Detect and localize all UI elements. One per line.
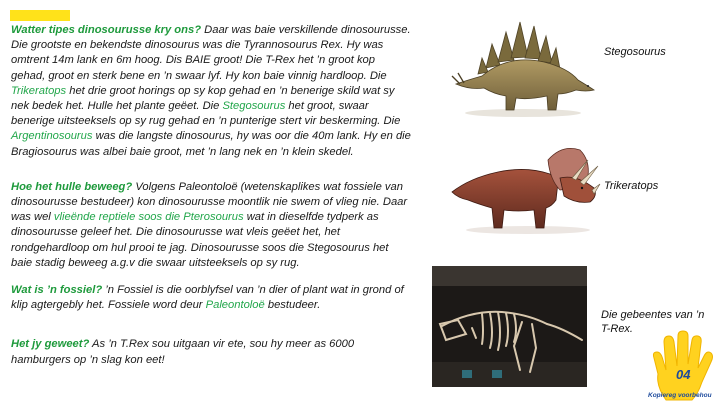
section-fossil [11,283,411,313]
text-run: het drie groot horings op sy kop gehad en ’n benerige skild wat sy nek bedek het. Hulle het plante geëet. Die [11,84,395,113]
copyright-text: Kopiereg voorbehou [648,392,712,399]
triceratops-caption: Trikeratops [604,180,659,192]
highlight-term: Argentinosourus [11,130,93,143]
stegosaurus-illustration [448,10,598,120]
trex-skeleton-photo [432,266,587,387]
triceratops-illustration [448,130,603,235]
section-did-you-know [11,337,411,367]
section-heading: Hoe het hulle beweeg? [11,180,133,193]
text-run: het groot, swaar benerige uitsteeksels op sy rug gehad en ’n punterige stert vir beskerming. Die [11,100,401,128]
stegosaurus-caption: Stegosourus [604,46,666,58]
text-run: Daar was baie verskillende dinosourusse. Die grootste en bekendste dinosourus was die Tyrannosourus Rex. Hy was omtrent 14m lank en 6m hoog. Dis BAIE groot! Die T-Rex het ’n groot kop gehad, groot en sterk bene en ’n swaar lyf. Hy kon baie vinnig hardloop. Die [11,24,411,82]
highlight-term: Stegosourus [222,100,286,113]
text-run: bestudeer. [264,299,321,312]
text-run: wat in dieselfde tydperk as dinosourusse geleef het. Die dinosourusse wat vleis geëet het, het rondgehardloop om hul prooi te jag. Dinosourusse soos die Stegosourus het baie stadig beweeg a.g.v die swaar uitsteeksels op sy rug. [11,211,389,269]
section-movement [11,180,411,271]
page-number: 04 [676,367,691,382]
accent-bar [10,10,70,21]
section-heading: Wat is ’n fossiel? [11,284,103,297]
article-text [11,23,411,368]
text-run: ’n Fossiel is die oorblyfsel van ’n dier of plant wat in grond of klip agtergebly het. Fossiele word deur [11,284,404,312]
trex-caption: Die gebeentes van ’n T-Rex. [601,309,705,335]
section-heading: Watter tipes dinosourusse kry ons? [11,24,202,36]
highlight-term: vlieënde reptiele soos die Pterosourus [53,211,244,224]
text-run: was die langste dinosourus, hy was oor die 40m lank. Hy en die Bragiosourus was albei baie groot, met ’n lang nek en ’n klein skedel. [11,130,411,158]
text-run: Volgens Paleontoloë (wetenskaplikes wat fossiele van dinosourusse bestudeer) kon dinosourusse moontlik nie swem of vlieg nie. Daar was wel [11,180,408,224]
highlight-term: Paleontoloë [205,299,265,312]
section-dino-types [11,23,411,160]
highlight-term: Trikeratops [11,84,67,97]
text-run: As ’n T.Rex sou uitgaan vir ete, sou hy meer as 6000 hamburgers op ’n slag kon eet! [11,338,355,366]
section-heading: Het jy geweet? [11,338,90,351]
